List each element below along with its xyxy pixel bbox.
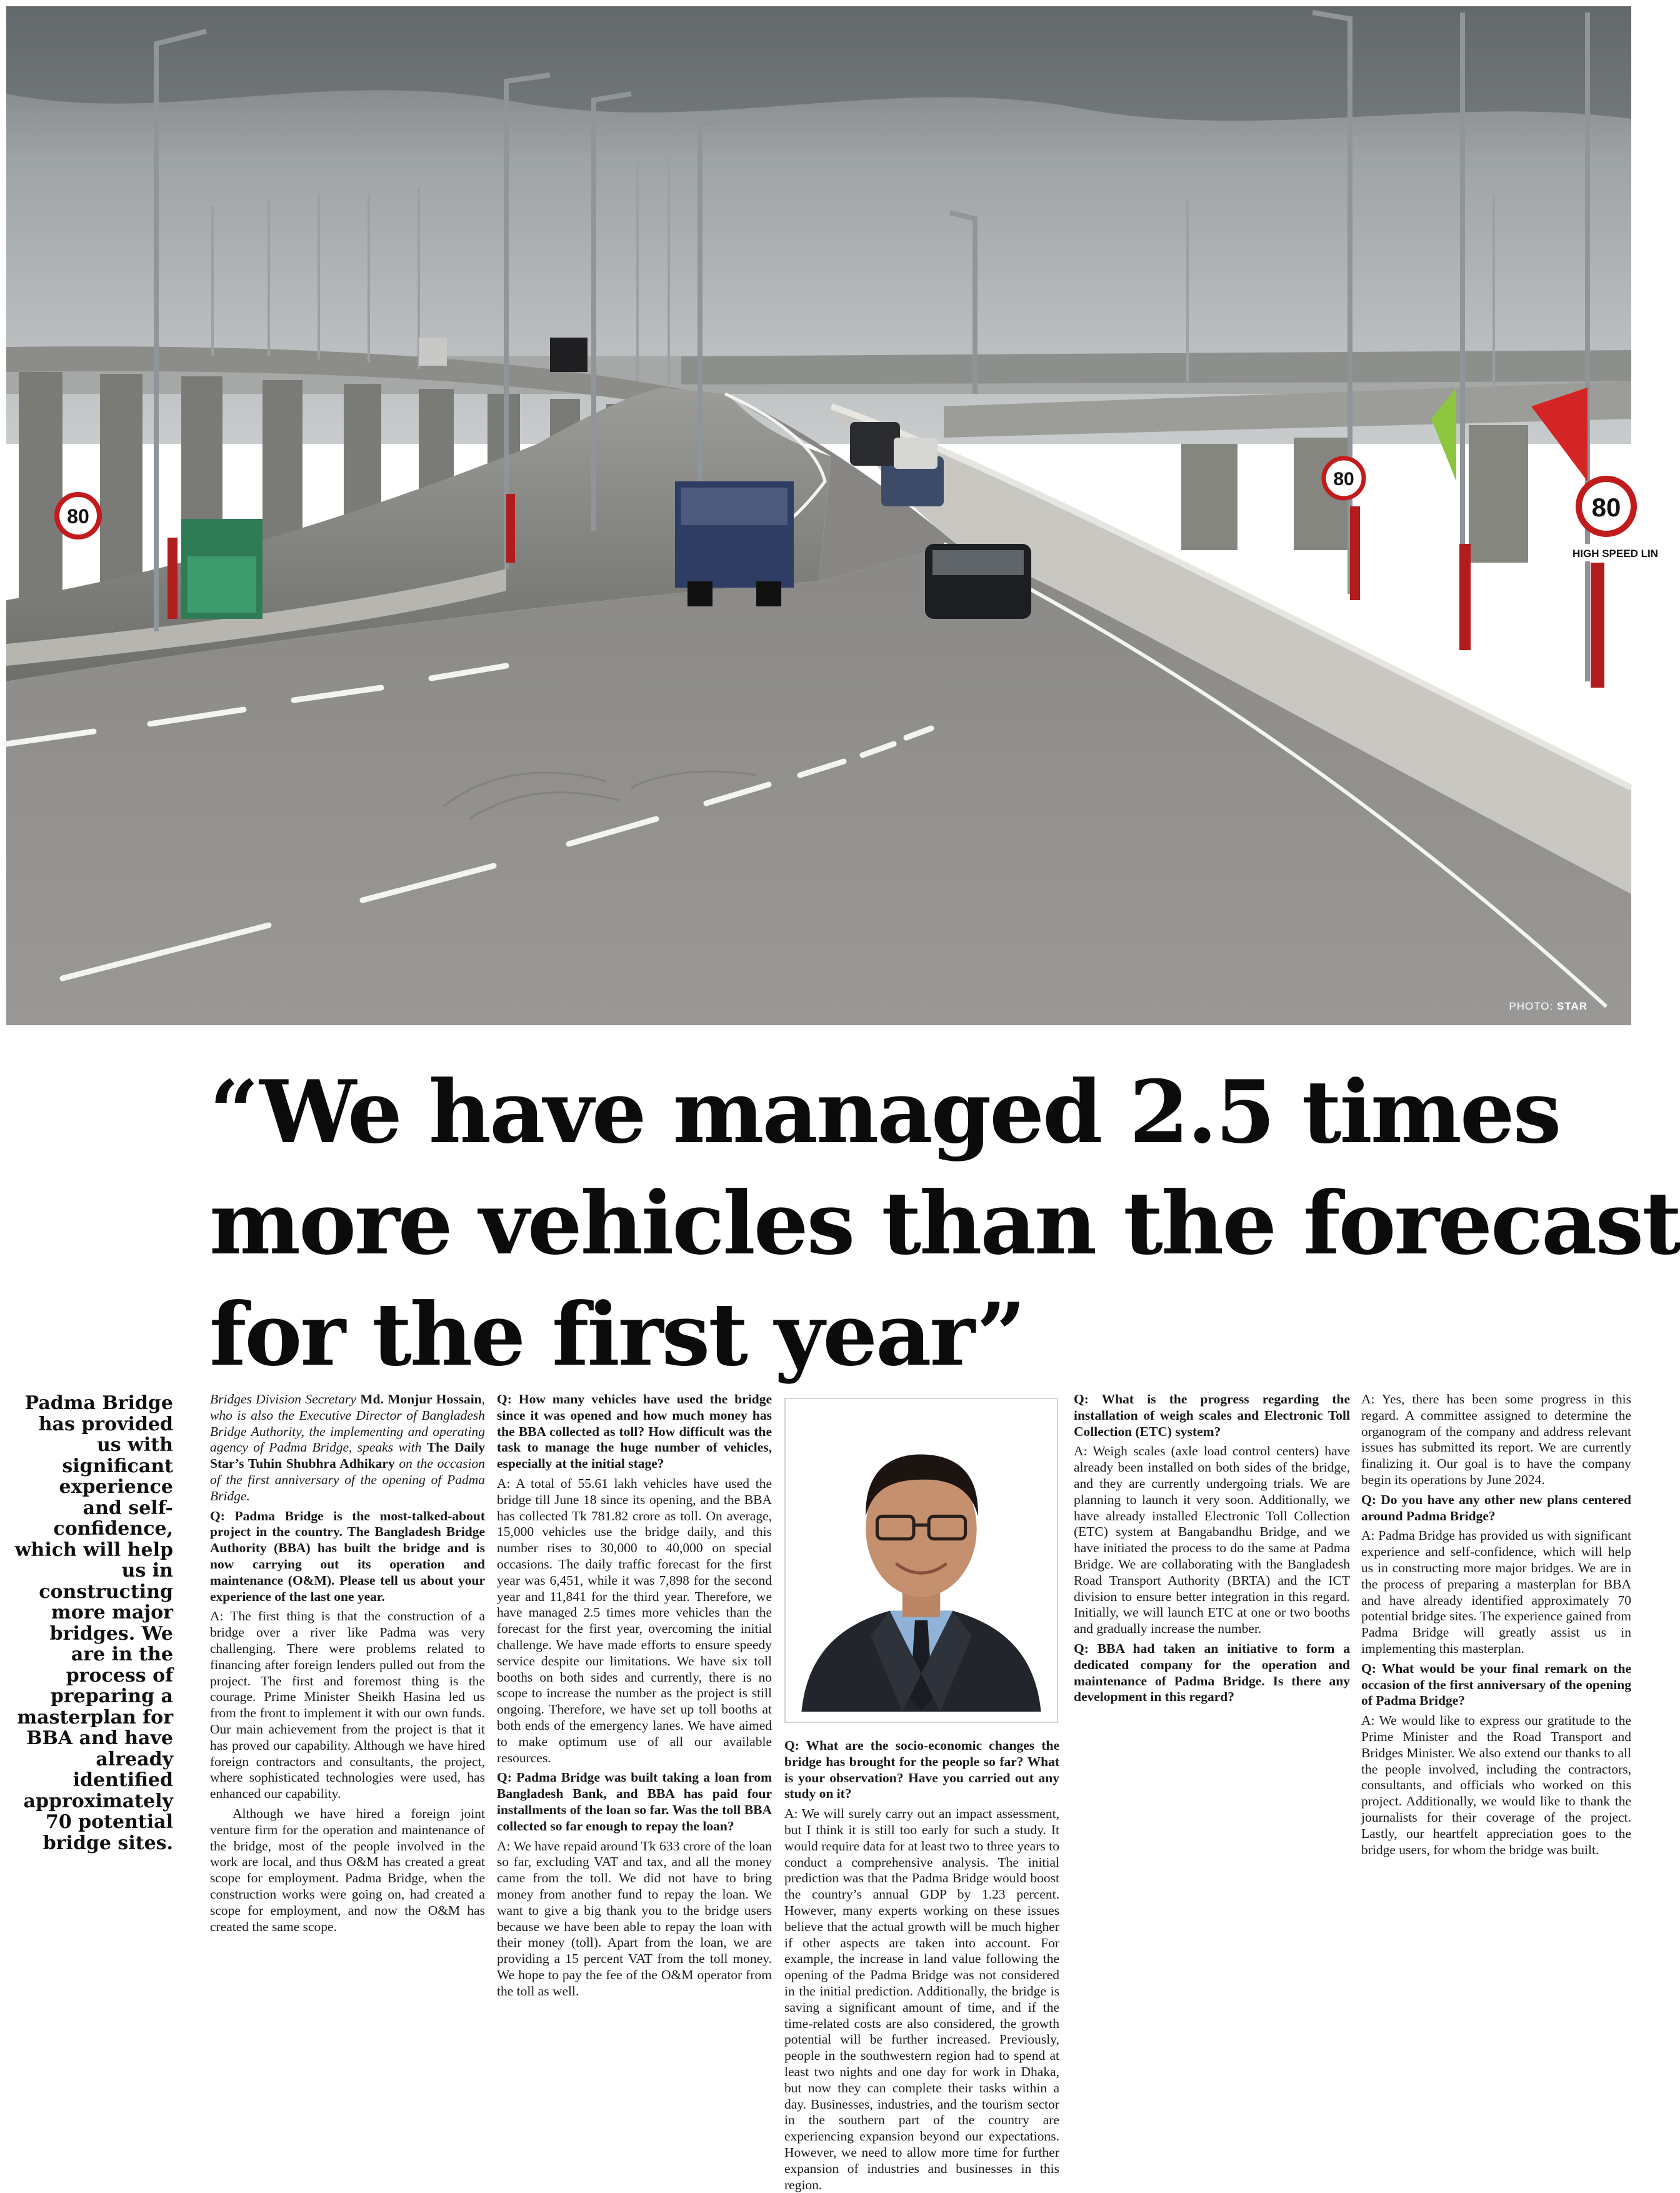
answer-1-continued: Although we have hired a foreign joint venture firm for the operation and maintenance of the bridge, most of the people involved in the work are local, and thus O&M has created a great scope for employment. Padma Bridge, when the construction works were going on, had created a scope for employment, and now the O&M has created the same scope.: [210, 1805, 485, 1934]
speed-sign-mid: [1324, 458, 1364, 498]
svg-text:HIGH SPEED LIN: HIGH SPEED LIN: [1572, 548, 1658, 560]
headline: [209, 1056, 1680, 1390]
question-4: Q: What are the socio-economic changes the bridge has brought for the people so far? What is your observation? Have you carried out any study on it?: [784, 1738, 1059, 1802]
svg-text:80: 80: [1591, 493, 1621, 522]
question-3: Q: Padma Bridge was built taking a loan from Bangladesh Bank, and BBA has paid four installments of the loan so far. Was the toll BBA collected so far enough to repay the loan?: [497, 1770, 772, 1834]
answer-5: A: Weigh scales (axle load control centers) have already been installed on both sides of the bridge, and they are currently undergoing trials. We are planning to launch it very soon. Additionally, we have already installed Electronic Toll Collection (ETC) system at Bangabandhu Bridge, and we have initiated the process to do the same at Padma Bridge. We are collaborating with the Bangladesh Road Transport Authority (BRTA) and the ICT division to ensure better integration in this regard. Initially, we will launch ETC at one or two booths and gradually increase the number.: [1074, 1443, 1350, 1637]
question-2: Q: How many vehicles have used the bridge since it was opened and how much money has the BBA collected as toll? How difficult was the task to manage the huge number of vehicles, especially at the initial stage?: [497, 1392, 772, 1472]
padma-bridge-expressway-image: [6, 6, 1658, 1025]
article-column-1: [210, 1392, 485, 2135]
question-5: Q: What is the progress regarding the installation of weigh scales and Electronic Toll Collection (ETC) system?: [1074, 1392, 1350, 1439]
question-1: Q: Padma Bridge is the most-talked-about project in the country. The Bangladesh Bridge Authority (BBA) has built the bridge and is now carrying out its operation and maintenance (O&M). Please tell us about your experience of the last one year.: [210, 1508, 485, 1604]
answer-7: A: Padma Bridge has provided us with significant experience and self-confidence, which will help us in constructing more major bridges. We are in the process of preparing a masterplan for BBA and have already identified approximately 70 potential bridge sites. The experience gained from Padma Bridge will greatly assist us in implementing this masterplan.: [1361, 1528, 1631, 1656]
answer-4: A: We will surely carry out an impact assessment, but I think it is still too early for such a study. It would require data for at least two to three years to conduct a comprehensive analysis. The initial prediction was that the Padma Bridge would boost the country’s annual GDP by 1.23 percent. However, many experts working on these issues believe that the actual growth will be much higher if other aspects are taken into account. For example, the increase in land value following the opening of the Padma Bridge was not considered in the initial prediction. Additionally, the bridge is saving a significant amount of time, and if the time-related costs are also considered, the growth potential will be further increased. Previously, people in the southwestern region had to spend at least two nights and one day for work in Dhaka, but now they can complete their tasks within a day. Businesses, industries, and the tourism sector in the southern part of the country are experiencing expansion beyond our expectations. However, we need to allow more time for further expansion of industries and businesses in this region.: [784, 1806, 1059, 2192]
article-column-5: [1361, 1392, 1631, 2135]
question-7: Q: Do you have any other new plans centered around Padma Bridge?: [1361, 1492, 1631, 1523]
bridge-photo: [6, 6, 1658, 1025]
question-6: Q: BBA had taken an initiative to form a dedicated company for the operation and maintenance of Padma Bridge. Is there any development in this regard?: [1074, 1640, 1350, 1705]
speed-sign-left: [57, 494, 99, 537]
article-column-4: [1074, 1392, 1350, 2135]
headline-line-1: “We have managed 2.5 times: [209, 1061, 1560, 1163]
svg-text:80: 80: [67, 505, 89, 528]
svg-text:80: 80: [1333, 469, 1354, 489]
article-column-2: [497, 1392, 772, 2135]
article-intro: Bridges Division Secretary Md. Monjur Hossain, who is also the Executive Director of Bangladesh Bridge Authority, the implementing and operating agency of Padma Bridge, speaks with The Daily Star’s Tuhin Shubhra Adhikary on the occasion of the first anniversary of the opening of Padma Bridge.: [210, 1392, 485, 1503]
photo-credit: PHOTO: STAR: [1509, 1000, 1588, 1012]
interviewee-portrait: [784, 1398, 1058, 1723]
answer-8: A: We would like to express our gratitude to the Prime Minister and the Road Transport and Bridges Minister. We also extend our thanks to all the people involved, including the contractors, consultants, and officials who worked on this project. Additionally, we would like to thank the journalists for their coverage of the project. Lastly, our heartfelt appreciation goes to the bridge users, for whom the bridge was built.: [1361, 1713, 1631, 1857]
answer-1: A: The first thing is that the construction of a bridge over a river like Padma was very challenging. There were problems related to financing after foreign lenders pulled out from the project. The first and foremost thing is the courage. Prime Minister Sheikh Hasina led us from the front to implement it with our own funds. Our main achievement from the project is that it has proved our capability. Although we have hired foreign contractors and consultants, the project, where sophisticated technologies were used, has enhanced our capability.: [210, 1608, 485, 1802]
speed-sign-right: [1569, 479, 1658, 561]
truck: [675, 481, 794, 606]
question-8: Q: What would be your final remark on the occasion of the first anniversary of the opening of Padma Bridge?: [1361, 1660, 1631, 1709]
portrait-image: [796, 1409, 1047, 1712]
answer-2: A: A total of 55.61 lakh vehicles have used the bridge till June 18 since its opening, and the BBA has collected Tk 781.82 crore as toll. On average, 15,000 vehicles use the bridge daily, and this number rises to 30,000 to 40,000 on special occasions. The daily traffic forecast for the first year was 6,451, while it was 7,898 for the second year and 11,841 for the third year. Therefore, we have managed 2.5 times more vehicles than the forecast for the first year, overcoming the initial challenge. We have made efforts to ensure speedy service despite our limitations. We have six toll booths on both sides and currently, there is no scope to increase the number as the project is still ongoing. Therefore, we have set up toll booths at both ends of the emergency lanes. We have aimed to make optimum use of all our available resources.: [497, 1475, 772, 1765]
headline-line-2: more vehicles than the forecast: [209, 1172, 1680, 1274]
headline-line-3: for the first year”: [209, 1283, 1024, 1385]
pull-quote: Padma Bridge has provided us with significant experience and self-confidence, which will help us in constructing more major bridges. We are in the process of preparing a masterplan for BBA and have already identified approximately 70 potential bridge sites.: [14, 1392, 173, 1854]
answer-6: A: Yes, there has been some progress in this regard. A committee assigned to determine the organogram of the company and address relevant issues has submitted its report. We are currently finalizing it. Our goal is to have the company begin its operations by June 2024.: [1361, 1392, 1631, 1487]
article-column-3: [784, 1738, 1059, 2192]
answer-3: A: We have repaid around Tk 633 crore of the loan so far, excluding VAT and tax, and all the money came from the toll. We did not have to bring money from another fund to repay the loan. We want to give a big thank you to the bridge users because we have been able to repay the loan with their money (toll). Apart from the loan, we are providing a 15 percent VAT from the toll money. We hope to pay the fee of the O&M operator from the toll as well.: [497, 1838, 772, 1999]
